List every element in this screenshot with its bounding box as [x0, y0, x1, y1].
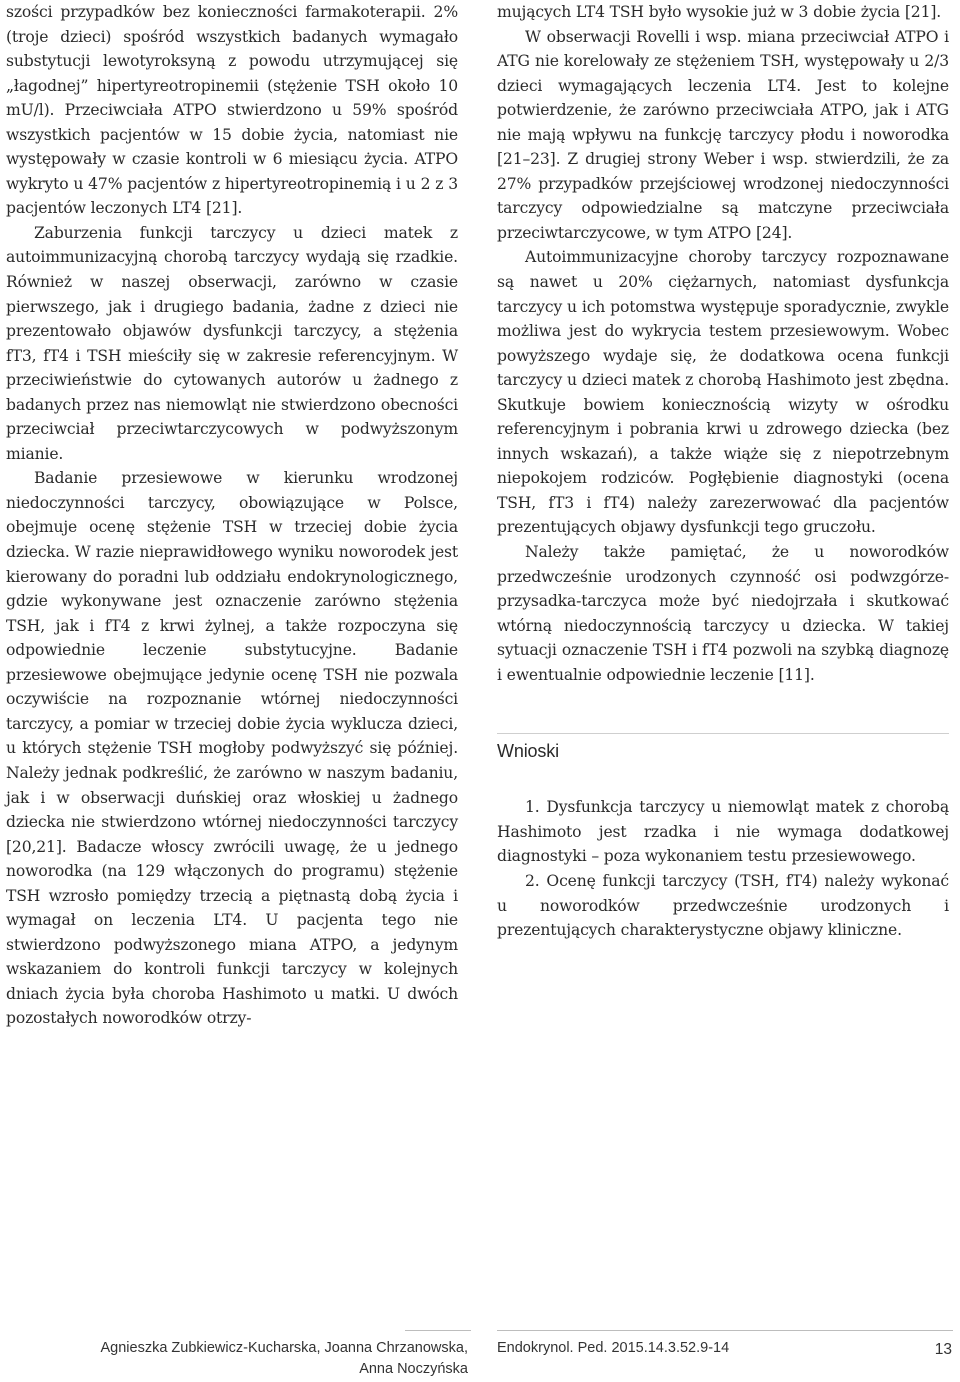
right-column	[497, 0, 949, 943]
body-paragraph: Zaburzenia funkcji tarczycy u dzieci matek z autoimmunizacyjną chorobą tarczycy wydają się rzadkie. Również w naszej obserwacji, zarówno w czasie pierwszego, jak i drugiego badania, żadne z dzieci nie prezentowało objawów dysfunkcji tarczycy, a stężenia fT3, fT4 i TSH mieściły się w zakresie referencyjnym. W przeciwieństwie do cytowanych autorów u żadnego z badanych przez nas niemowląt nie stwierdzono obecności przeciwciał przeciwtarczycowych w podwyższonym mianie.	[6, 223, 458, 463]
body-paragraph: W obserwacji Rovelli i wsp. miana przeciwciał ATPO i ATG nie korelowały ze stężeniem TSH, występowały u 2/3 dzieci wymagających leczenia LT4. Jest to kolejne potwierdzenie, że zarówno przeciwciała ATPO, jak i ATG nie mają wpływu na funkcję tarczycy płodu i noworodka [21–23]. Z drugiej strony Weber i wsp. stwierdzili, że za 27% przypadków przejściowej wrodzonej niedoczynności tarczycy odpowiedzialne są matczyne przeciwciała przeciwtarczycowe, w tym ATPO [24].	[497, 27, 949, 242]
body-paragraph: Należy także pamiętać, że u noworodków przedwcześnie urodzonych czynność osi podwzgórze-przysadka-tarczyca może być niedojrzała i skutkować wtórną niedoczynnością tarczycy u dziecka. W takiej sytuacji oznaczenie TSH i fT4 pozwoli na szybką diagnozę i ewentualnie odpowiednie leczenie [11].	[497, 543, 949, 684]
conclusion-item: 1. Dysfunkcja tarczycy u niemowląt matek z chorobą Hashimoto jest rzadka i nie wymaga dodatkowej diagnostyki – poza wykonaniem testu przesiewowego.	[497, 798, 949, 866]
footer-divider-left	[405, 1330, 471, 1331]
footer-authors-line: Anna Noczyńska	[359, 1361, 468, 1377]
page-number: 13	[934, 1341, 952, 1358]
footer-journal-citation: Endokrynol. Ped. 2015.14.3.52.9-14	[497, 1340, 730, 1356]
section-divider	[497, 733, 949, 734]
left-column	[6, 0, 458, 1031]
body-paragraph-continuation: mujących LT4 TSH było wysokie już w 3 dobie życia [21].	[497, 3, 942, 21]
section-heading-wnioski: Wnioski	[497, 741, 559, 762]
footer-authors-line: Agnieszka Zubkiewicz-Kucharska, Joanna Chrzanowska,	[100, 1340, 468, 1356]
footer-divider-right	[497, 1330, 953, 1331]
body-paragraph: Autoimmunizacyjne choroby tarczycy rozpoznawane są nawet u 20% ciężarnych, natomiast dysfunkcja tarczycy u ich potomstwa występuje sporadycznie, zwykle możliwa jest do wykrycia testem przesiewowym. Wobec powyższego wydaje się, że dodatkowa ocena funkcji tarczycy u dzieci matek z chorobą Hashimoto jest zbędna. Skutkuje bowiem koniecznością wizyty w ośrodku referencyjnym i pobrania krwi u zdrowego dziecka (bez innych wskazań), a także wiąże się z niepotrzebnym niepokojem rodziców. Pogłębienie diagnostyki (ocena TSH, fT3 i fT4) należy zarezerwować dla pacjentów prezentujących objawy dysfunkcji tego gruczołu.	[497, 248, 949, 537]
conclusion-item: 2. Ocenę funkcji tarczycy (TSH, fT4) należy wykonać u noworodków przedwcześnie urodzonych i prezentujących charakterystyczne objawy kliniczne.	[497, 871, 949, 940]
body-paragraph: szości przypadków bez konieczności farmakoterapii. 2% (troje dzieci) spośród wszystkich badanych wymagało substytucji lewotyroksyną z powodu utrzymującej się „łagodnej” hipertyreotropinemii (stężenie TSH około 10 mU/l). Przeciwciała ATPO stwierdzono u 59% spośród wszystkich pacjentów w 15 dobie życia, natomiast nie występowały w czasie kontroli w 6 miesiącu życia. ATPO wykryto u 47% pacjentów z hipertyreotropinemią i u 2 z 3 pacjentów leczonych LT4 [21].	[6, 3, 458, 218]
body-paragraph: Badanie przesiewowe w kierunku wrodzonej niedoczynności tarczycy, obowiązujące w Polsce, obejmuje ocenę stężenie TSH w trzeciej dobie życia dziecka. W razie nieprawidłowego wyniku noworodek jest kierowany do poradni lub oddziału endokrynologicznego, gdzie wykonywane jest oznaczenie zarówno stężenia TSH, jak i fT4 z krwi żylnej, a także rozpoczyna się odpowiednie leczenie substytucyjne. Badanie przesiewowe obejmujące jedynie ocenę TSH nie pozwala oczywiście na rozpoznanie wtórnej niedoczynności tarczycy, a pomiar w trzeciej dobie życia wyklucza dzieci, u których stężenie TSH mogłoby podwyższyć się później. Należy jednak podkreślić, że zarówno w naszym badaniu, jak i w obserwacji duńskiej oraz włoskiej u żadnego dziecka nie stwierdzono wtórnej niedoczynności tarczycy [20,21]. Badacze włoscy zwrócili uwagę, że u jednego noworodka (na 129 włączonych do programu) stężenie TSH wzrosło pomiędzy trzecią a piętnastą dobą życia i wymagał on leczenia LT4. U pacjenta tego nie stwierdzono podwyższonego miana ATPO, a jedynym wskazaniem do kontroli funkcji tarczycy w kolejnych dniach życia była choroba Hashimoto u matki. U dwóch pozostałych noworodków otrzy-	[6, 469, 458, 1028]
footer-authors	[48, 1338, 468, 1380]
conclusions-list	[497, 795, 949, 942]
